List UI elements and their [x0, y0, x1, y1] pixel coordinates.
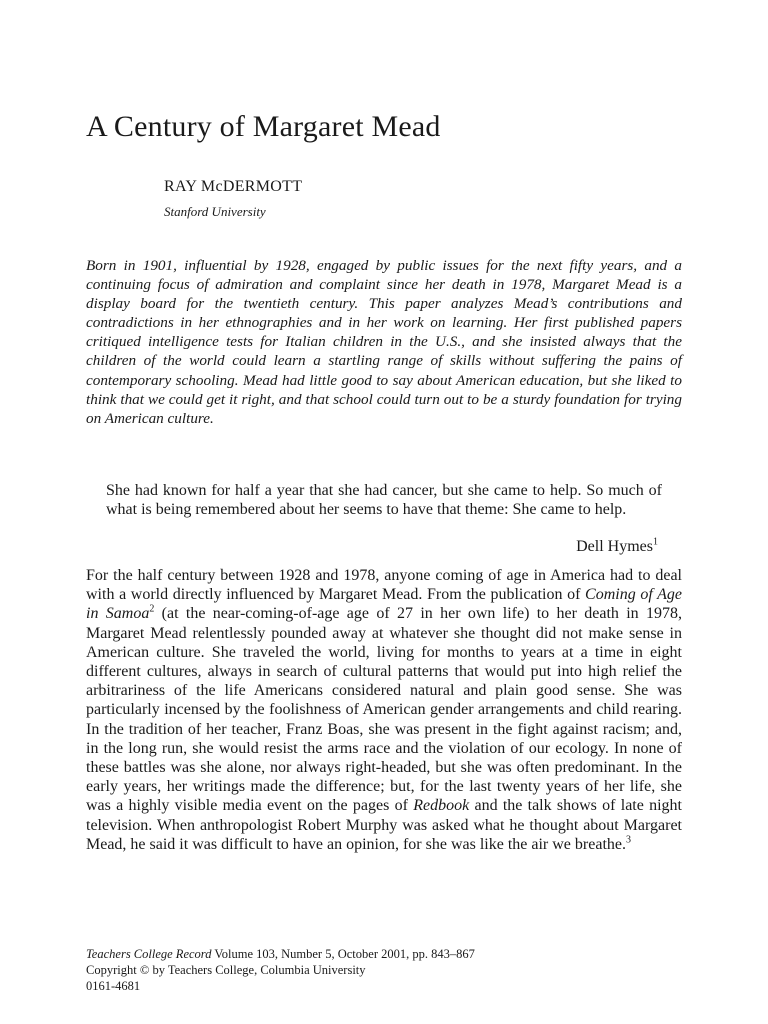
- body-paragraph: [86, 566, 682, 854]
- magazine-title: Redbook: [413, 797, 470, 815]
- body-text: and the talk shows of late night television. When anthropologist Robert Murphy was asked what he thought about Margaret Mead, he said it was difficult to have an opinion, for she was like the air we breathe.: [86, 797, 682, 853]
- author-name: RAY McDERMOTT: [164, 178, 303, 195]
- epigraph-quote: She had known for half a year that she had cancer, but she came to help. So much of what is being remembered about her seems to have that theme: She came to help.: [106, 482, 662, 519]
- article-title: A Century of Margaret Mead: [86, 110, 441, 143]
- footnote-ref[interactable]: 1: [653, 536, 658, 548]
- copyright-line: Copyright © by Teachers College, Columbia University: [86, 963, 366, 977]
- abstract: Born in 1901, influential by 1928, engaged by public issues for the next fifty years, and a continuing focus of admiration and complaint since her death in 1978, Margaret Mead is a display board for the twentieth century. This paper analyzes Mead’s contributions and contradictions in her ethnographies and in her work on learning. Her first published papers critiqued intelligence tests for Italian children in the U.S., and she insisted always that the children of the world could learn a startling range of skills without suffering the pains of contemporary schooling. Mead had little good to say about American education, but she liked to think that we could get it right, and that school could turn out to be a sturdy foundation for trying on American culture.: [86, 257, 682, 427]
- citation-line: [86, 946, 475, 962]
- body-text: (at the near-coming-of-age age of 27 in her own life) to her death in 1978, Margaret Mead relentlessly pounded away at whatever she thought did not make sense in American culture. She traveled the world, living for months to years at a time in eight different cultures, always in search of cultural patterns that would put into high relief the arbitrariness of the life Americans considered natural and plain good sense. She was particularly incensed by the foolishness of American gender arrangements and child rearing. In the tradition of her teacher, Franz Boas, she was present in the fight against racism; and, in the long run, she would resist the arms race and the violation of our ecology. In none of these battles was she alone, nor always right-headed, but she was often predominant. In the early years, her writings made the difference; but, for the last twenty years of her life, she was a highly visible media event on the pages of: [86, 605, 683, 815]
- author-affiliation: Stanford University: [164, 204, 266, 219]
- page-footer: [86, 946, 475, 994]
- body-text: For the half century between 1928 and 1978, anyone coming of age in America had to deal with a world directly influenced by Margaret Mead. From the publication of: [86, 567, 682, 604]
- citation-details: Volume 103, Number 5, October 2001, pp. 843–867: [211, 947, 475, 961]
- footnote-ref[interactable]: 2: [149, 604, 155, 616]
- book-title: Coming of Age in Samoa: [86, 586, 682, 623]
- footnote-ref[interactable]: 3: [625, 834, 631, 846]
- epigraph-attribution: [576, 538, 658, 556]
- journal-name: Teachers College Record: [86, 947, 212, 961]
- attribution-name: Dell Hymes: [576, 538, 653, 555]
- issn-line: 0161-4681: [86, 979, 141, 993]
